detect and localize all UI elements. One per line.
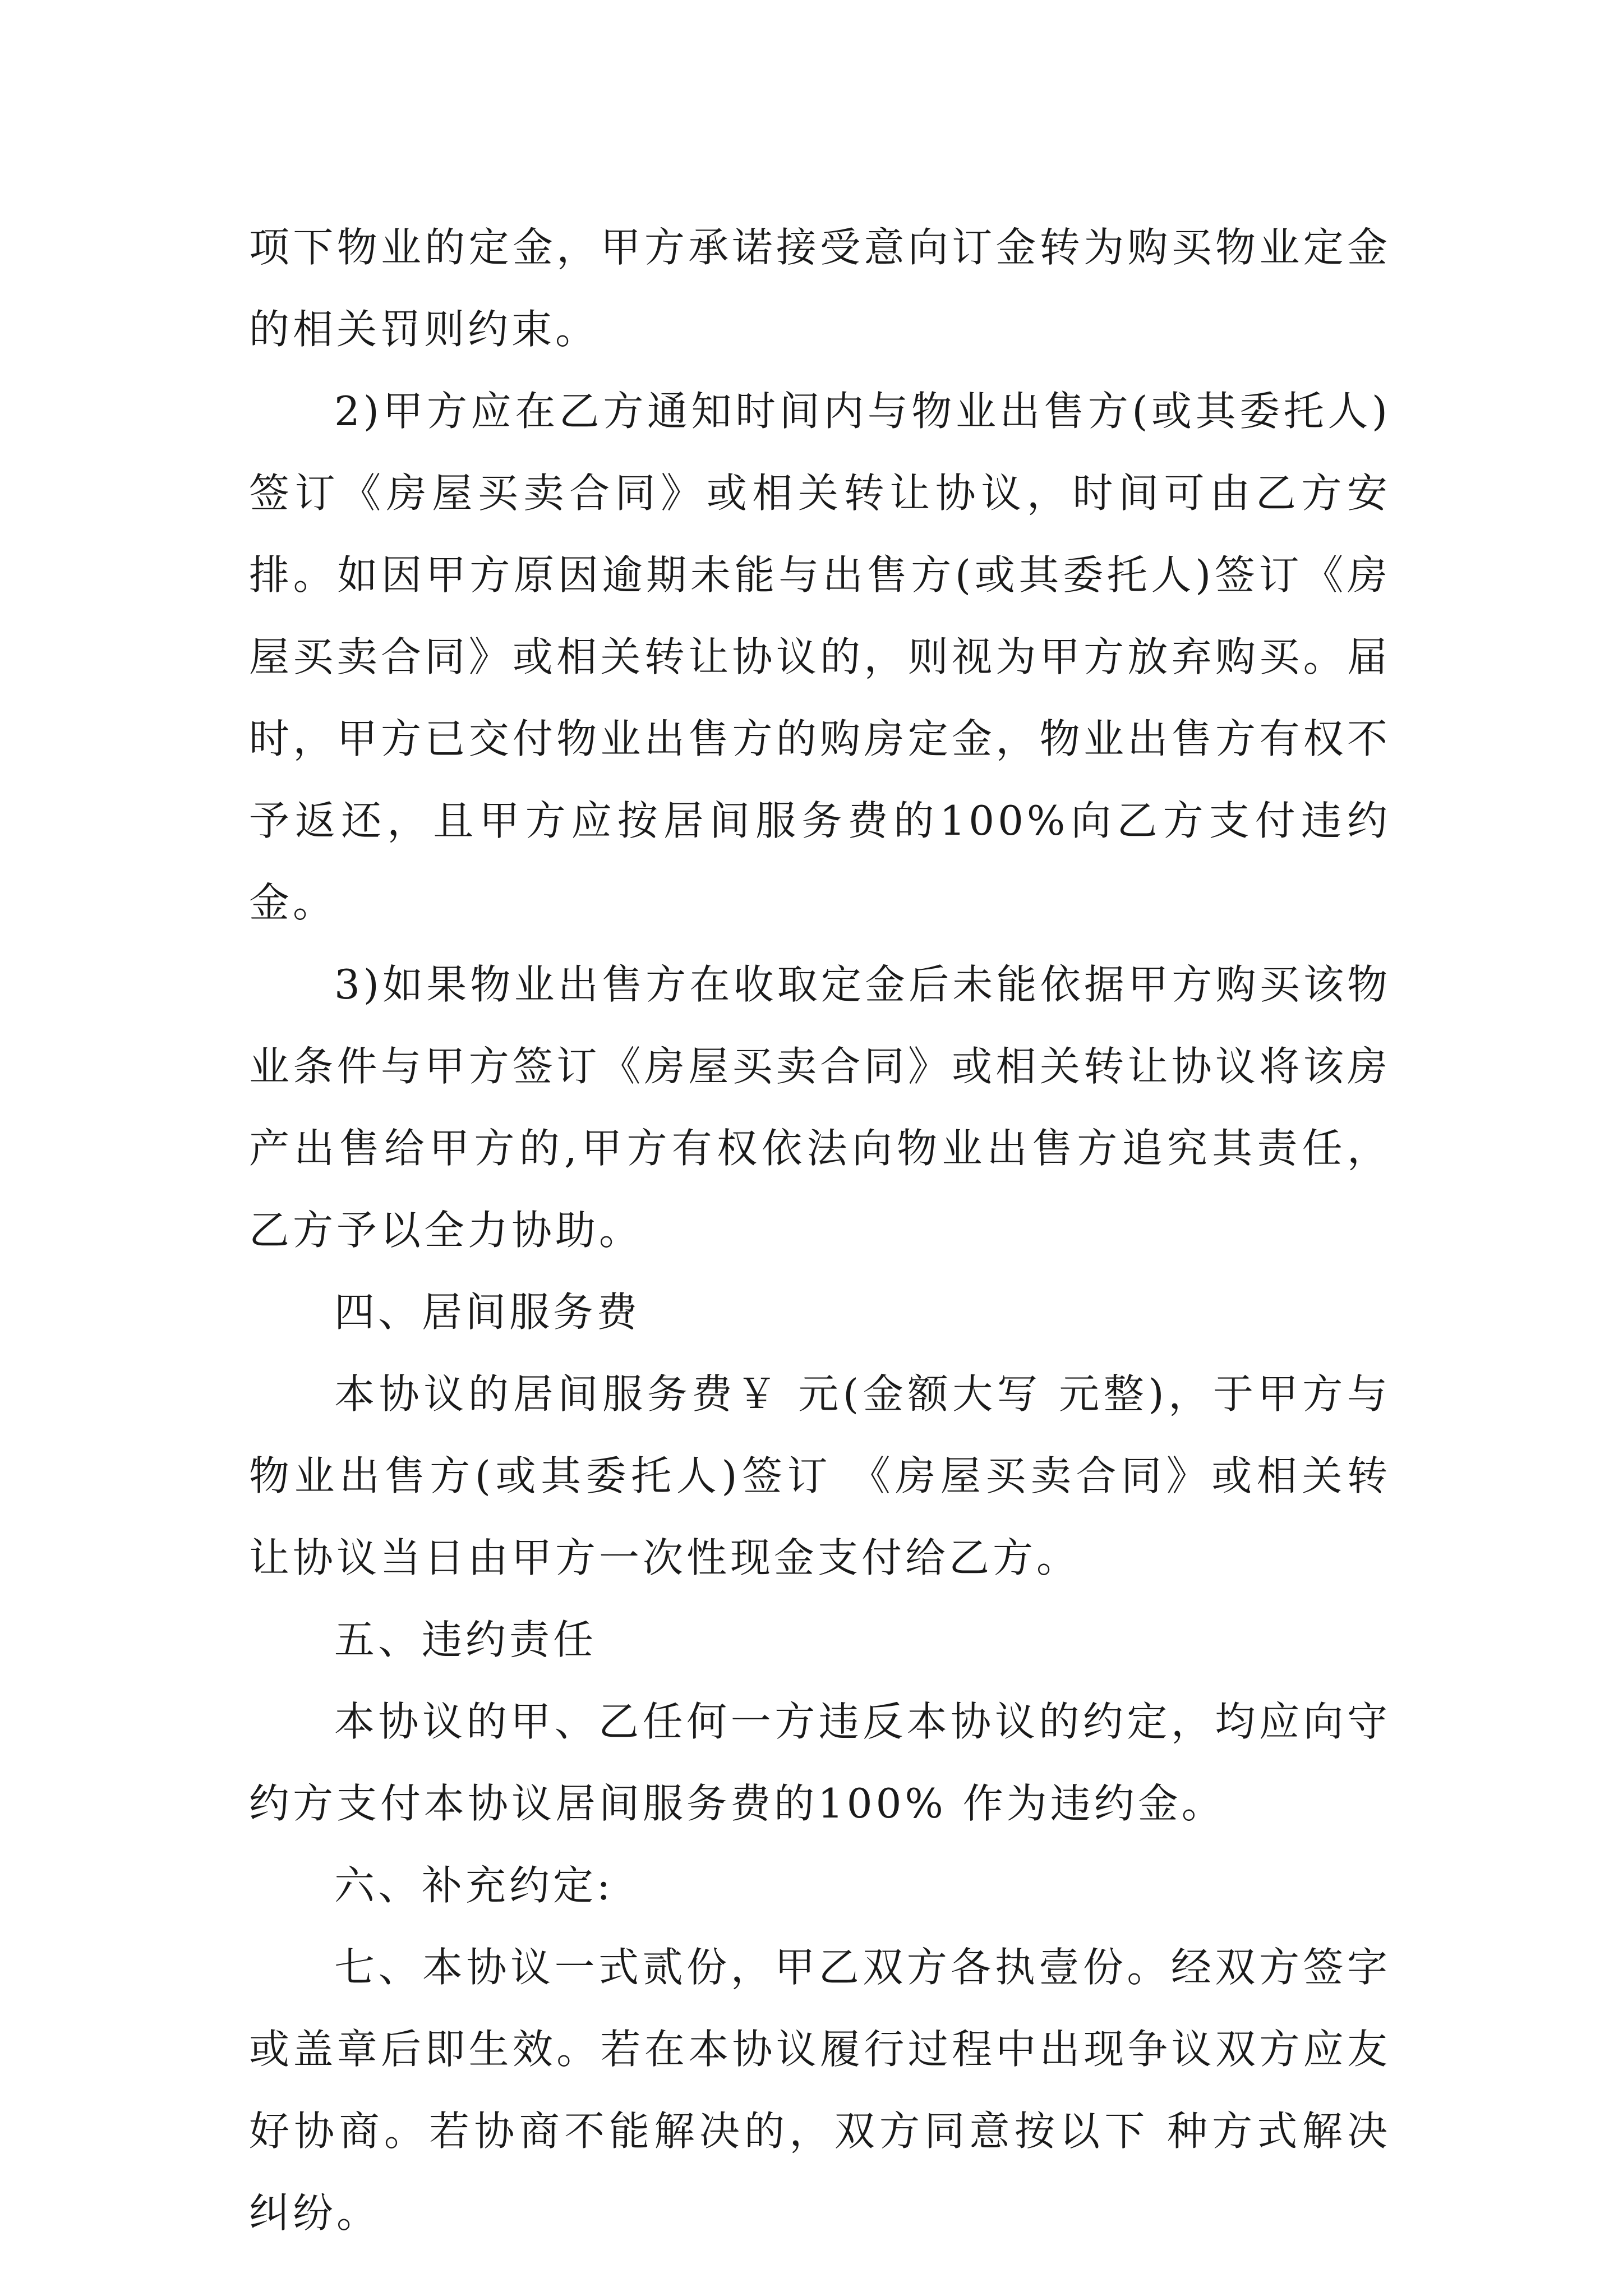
section-heading-liability: 五、违约责任 — [334, 1616, 597, 1663]
paragraph-liability: 本协议的甲、乙任何一方违反本协议的约定，均应向守约方支付本协议居间服务费的100% 作为违约金。 — [249, 1698, 1391, 1827]
section-heading-service-fee: 四、居间服务费 — [334, 1289, 641, 1336]
paragraph-clause-2: 2)甲方应在乙方通知时间内与物业出售方(或其委托人)签订《房屋买卖合同》或相关转让协议，时间可由乙方安排。如因甲方原因逾期未能与出售方(或其委托人)签订《房屋买卖合同》或相关转让协议的，则视为甲方放弃购买。届时，甲方已交付物业出售方的购房定金，物业出售方有权不予返还，且甲方应按居间服务费的100%向乙方支付违约金。 — [249, 388, 1391, 926]
paragraph-deposit-continuation: 项下物业的定金，甲方承诺接受意向订金转为购买物业定金的相关罚则约束。 — [249, 224, 1391, 353]
paragraph-clause-3: 3)如果物业出售方在收取定金后未能依据甲方购买该物业条件与甲方签订《房屋买卖合同》或相关转让协议将该房产出售给甲方的,甲方有权依法向物业出售方追究其责任，乙方予以全力协助。 — [249, 961, 1391, 1254]
document-body — [249, 206, 1391, 2254]
paragraph-copies-and-disputes: 七、本协议一式贰份，甲乙双方各执壹份。经双方签字或盖章后即生效。若在本协议履行过程中出现争议双方应友好协商。若协商不能解决的，双方同意按以下 种方式解决纠纷。 — [249, 1944, 1391, 2237]
paragraph-service-fee: 本协议的居间服务费￥ 元(金额大写 元整)，于甲方与物业出售方(或其委托人)签订 《房屋买卖合同》或相关转让协议当日由甲方一次性现金支付给乙方。 — [249, 1370, 1391, 1581]
section-heading-supplementary: 六、补充约定: — [334, 1862, 614, 1909]
